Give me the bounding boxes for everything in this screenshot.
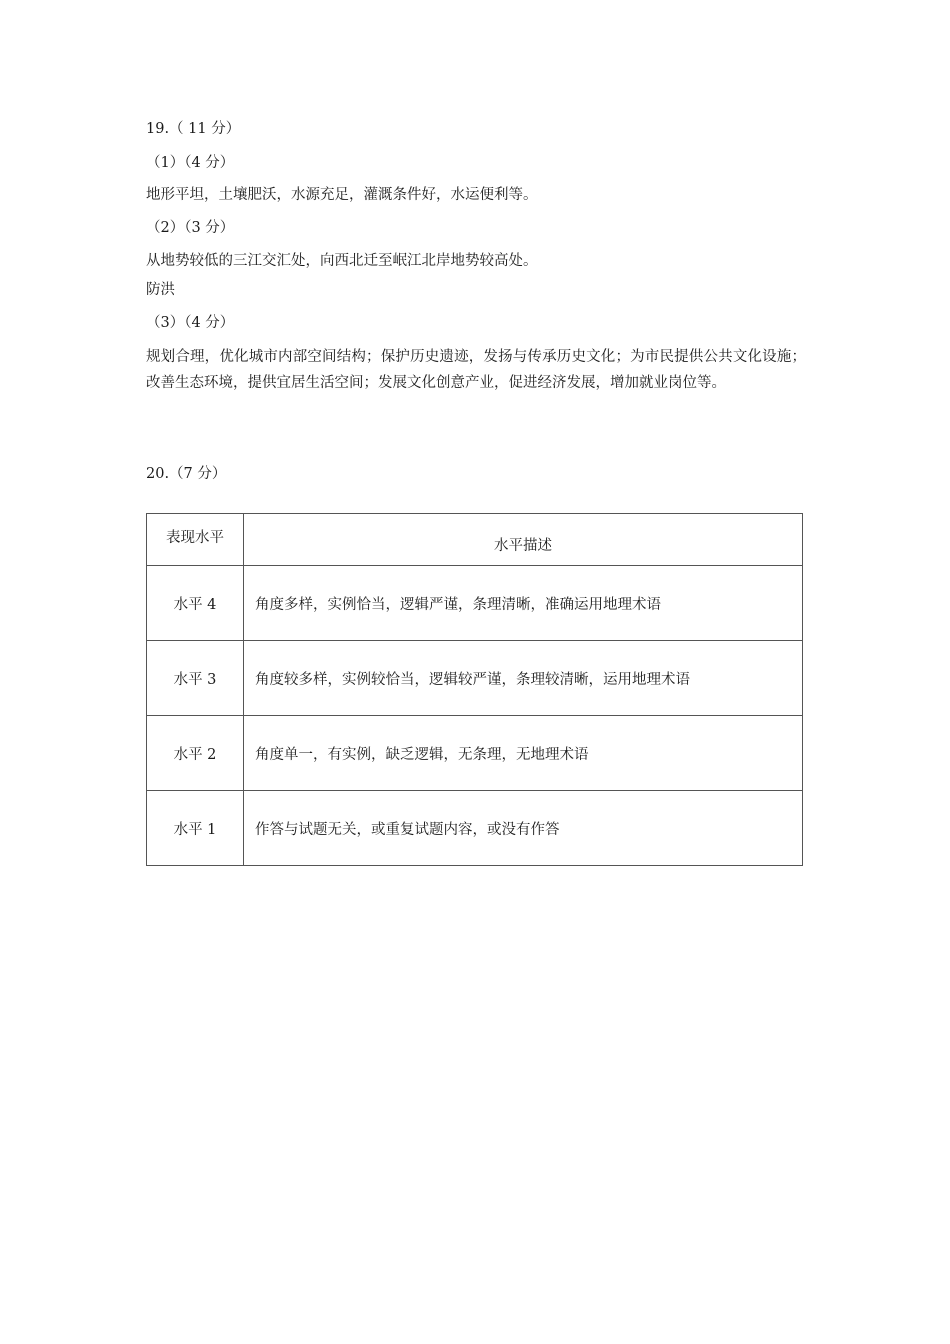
row-description: 作答与试题无关，或重复试题内容，或没有作答	[244, 791, 803, 866]
table-row	[147, 791, 803, 866]
rubric-table	[146, 513, 803, 866]
q19-part2-label: （2）（3 分）	[146, 220, 235, 236]
q19-part2-answer-line2: 防洪	[146, 282, 175, 298]
row-description: 角度单一，有实例，缺乏逻辑，无条理，无地理术语	[244, 716, 803, 791]
table-row	[147, 641, 803, 716]
row-level: 水平 3	[147, 641, 244, 716]
table-row	[147, 716, 803, 791]
q19-part1-label: （1）（4 分）	[146, 155, 235, 171]
row-description: 角度较多样，实例较恰当，逻辑较严谨，条理较清晰，运用地理术语	[244, 641, 803, 716]
row-level: 水平 2	[147, 716, 244, 791]
row-level: 水平 1	[147, 791, 244, 866]
table-header-row	[147, 514, 803, 566]
q19-part3-label: （3）（4 分）	[146, 315, 235, 331]
row-level: 水平 4	[147, 566, 244, 641]
q19-title: 19.（ 11 分）	[146, 121, 241, 137]
q19-part2-answer-line1: 从地势较低的三江交汇处，向西北迁至岷江北岸地势较高处。	[146, 253, 538, 269]
header-level: 表现水平	[147, 514, 244, 566]
header-description: 水平描述	[244, 514, 803, 566]
row-description: 角度多样，实例恰当，逻辑严谨，条理清晰，准确运用地理术语	[244, 566, 803, 641]
q19-part1-answer: 地形平坦，土壤肥沃，水源充足，灌溉条件好，水运便利等。	[146, 187, 538, 203]
q19-part3-answer: 规划合理，优化城市内部空间结构；保护历史遗迹，发扬与传承历史文化；为市民提供公共文化设施；改善生态环境，提供宜居生活空间；发展文化创意产业，促进经济发展，增加就业岗位等。	[146, 349, 806, 391]
table-row	[147, 566, 803, 641]
q20-title: 20.（7 分）	[146, 466, 227, 482]
